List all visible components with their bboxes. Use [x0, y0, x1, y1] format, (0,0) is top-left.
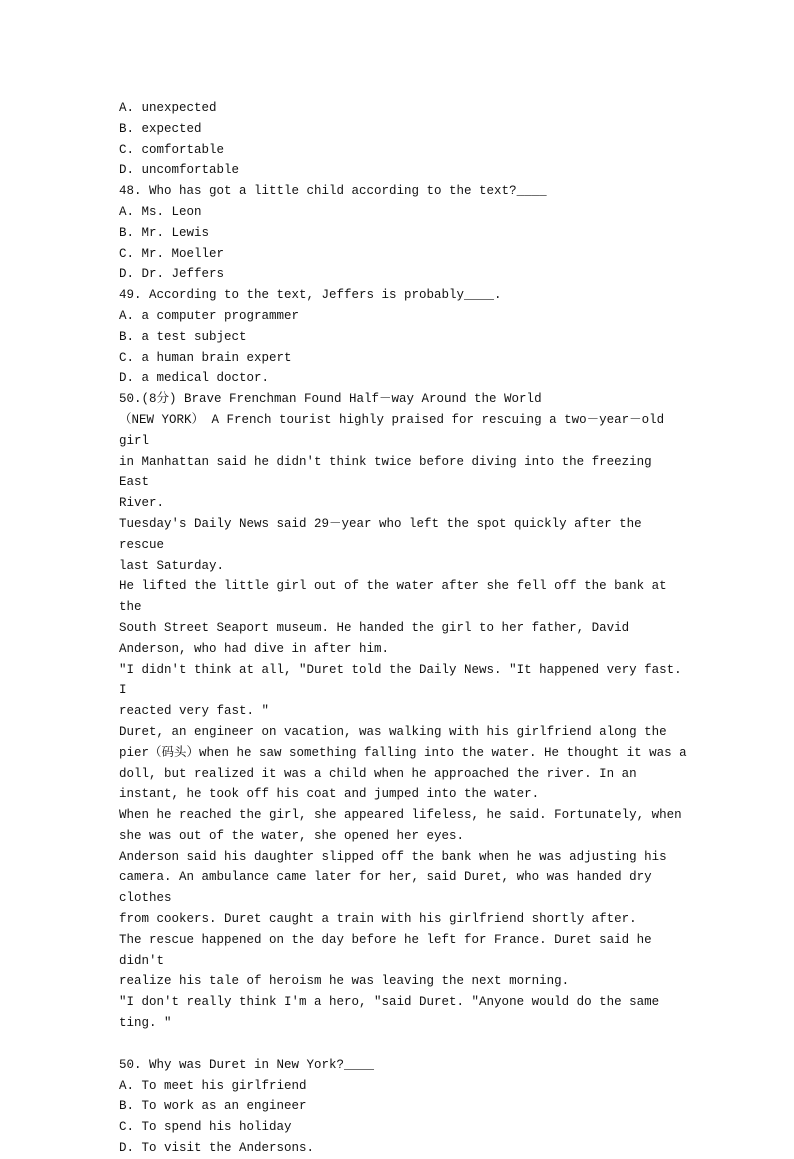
- q47-option-c: C. comfortable: [119, 142, 225, 157]
- q50-question: 50. Why was Duret in New York?____: [119, 1057, 375, 1072]
- q50-option-a: A. To meet his girlfriend: [119, 1078, 307, 1093]
- passage-title: 50.(8分) Brave Frenchman Found Half－way Around the World: [119, 392, 542, 407]
- blank-line: [119, 1034, 689, 1055]
- q47-option-b: B. expected: [119, 121, 202, 136]
- passage-paragraph-3: He lifted the little girl out of the water after she fell off the bank at the South Street Seaport museum. He handed the girl to her father, David Anderson, who had dive in after him.: [119, 579, 667, 656]
- q48-option-d: D. Dr. Jeffers: [119, 267, 225, 282]
- q49-option-d: D. a medical doctor.: [119, 371, 270, 386]
- passage-paragraph-1: （NEW YORK） A French tourist highly praised for rescuing a two－year－old girl in Manhattan said he didn't think twice before diving into the freezing East River.: [119, 412, 665, 511]
- q48-option-b: B. Mr. Lewis: [119, 225, 210, 240]
- q50-option-c: C. To spend his holiday: [119, 1120, 292, 1135]
- passage-paragraph-4: "I didn't think at all, "Duret told the Daily News. "It happened very fast. I reacted very fast. ": [119, 662, 682, 719]
- q49-option-b: B. a test subject: [119, 329, 247, 344]
- q48-option-a: A. Ms. Leon: [119, 204, 202, 219]
- q50-option-d: D. To visit the Andersons.: [119, 1141, 315, 1156]
- q49-option-c: C. a human brain expert: [119, 350, 292, 365]
- passage-paragraph-5: Duret, an engineer on vacation, was walking with his girlfriend along the pier（码头）when he saw something falling into the water. He thought it was a doll, but realized it was a child when he approached the river. In an instant, he took off his coat and jumped into the water.: [119, 724, 687, 802]
- passage-paragraph-6: When he reached the girl, she appeared lifeless, he said. Fortunately, when she was out of the water, she opened her eyes.: [119, 808, 682, 843]
- document-content: [119, 98, 689, 1159]
- passage-paragraph-2: Tuesday's Daily News said 29－year who left the spot quickly after the rescue last Saturday.: [119, 516, 642, 573]
- q47-option-d: D. uncomfortable: [119, 163, 240, 178]
- q49-option-a: A. a computer programmer: [119, 308, 300, 323]
- q50-option-b: B. To work as an engineer: [119, 1099, 307, 1114]
- passage-paragraph-7: Anderson said his daughter slipped off the bank when he was adjusting his camera. An ambulance came later for her, said Duret, who was handed dry clothes from cookers. Duret caught a train with his girlfriend shortly after. The rescue happened on the day before he left for France. Duret said he didn't realize his tale of heroism he was leaving the next morning. "I don't really think I'm a hero, "said Duret. "Anyone would do the same ting. ": [119, 849, 667, 1031]
- q47-option-a: A. unexpected: [119, 101, 217, 115]
- q48-option-c: C. Mr. Moeller: [119, 246, 225, 261]
- q48-question: 48. Who has got a little child according to the text?____: [119, 184, 547, 199]
- q49-question: 49. According to the text, Jeffers is probably____.: [119, 288, 502, 303]
